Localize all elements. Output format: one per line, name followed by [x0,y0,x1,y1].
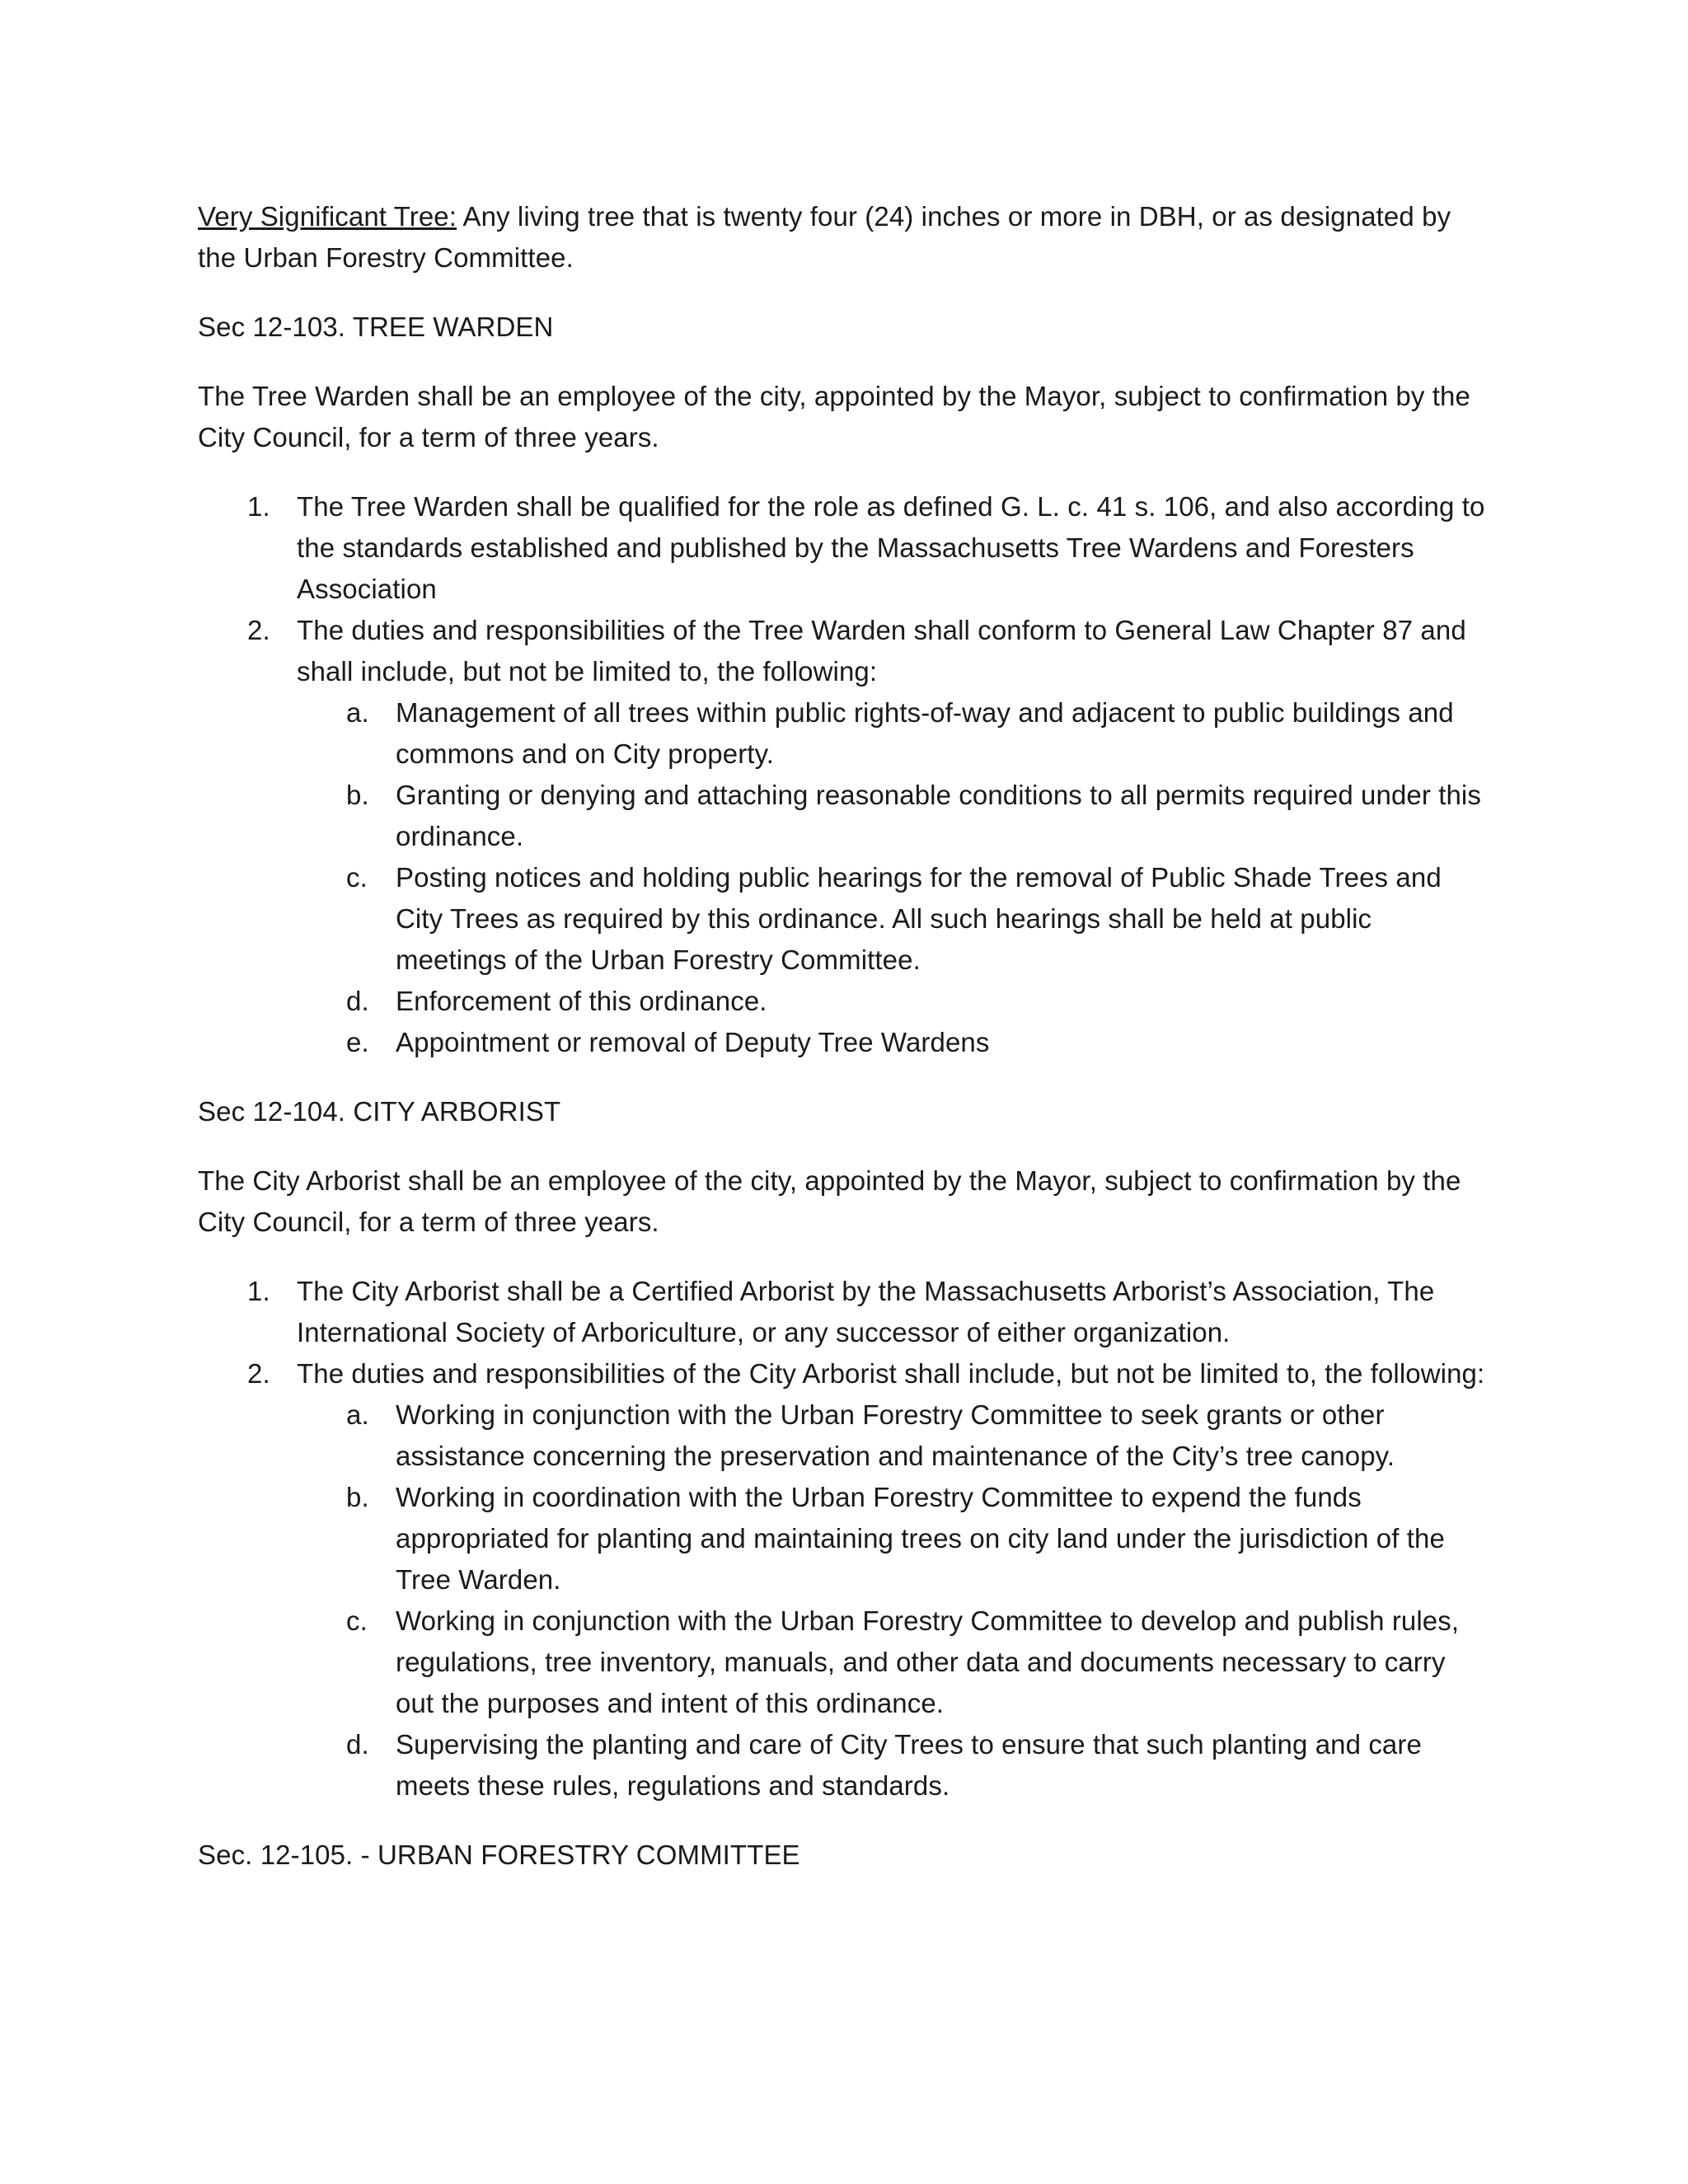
sub-list-item-letter: b. [346,780,369,810]
sub-list-item [297,981,1490,1022]
sub-list-item-letter: d. [346,1729,369,1760]
sub-list-item-text: Supervising the planting and care of City Trees to ensure that such planting and care meets these rules, regulations and standards. [396,1729,1422,1801]
tree-warden-duties-list [297,692,1490,1063]
sub-list-item [297,1394,1490,1477]
sub-list-item [297,1477,1490,1601]
list-item [198,486,1490,610]
sub-list-item [297,775,1490,857]
list-item-number: 1. [247,1276,270,1306]
sub-list-item-letter: c. [346,1605,368,1636]
definition-term: Very Significant Tree: [198,201,457,232]
city-arborist-list [198,1271,1490,1807]
sub-list-item-text: Appointment or removal of Deputy Tree Wardens [396,1027,990,1057]
section-heading-city-arborist: Sec 12-104. CITY ARBORIST [198,1096,561,1127]
sub-list-item-text: Working in conjunction with the Urban Forestry Committee to seek grants or other assistance concerning the preservation and maintenance of the City’s tree canopy. [396,1399,1395,1471]
tree-warden-intro: The Tree Warden shall be an employee of the city, appointed by the Mayor, subject to confirmation by the City Council, for a term of three years. [198,381,1470,452]
tree-warden-list [198,486,1490,1063]
sub-list-item-text: Posting notices and holding public hearings for the removal of Public Shade Trees and City Trees as required by this ordinance. All such hearings shall be held at public meetings of the Urban Forestry Committee. [396,862,1442,975]
sub-list-item-letter: c. [346,862,368,893]
city-arborist-intro: The City Arborist shall be an employee of the city, appointed by the Mayor, subject to confirmation by the City Council, for a term of three years. [198,1165,1461,1237]
sub-list-item-letter: a. [346,697,369,728]
list-item-number: 2. [247,615,270,645]
list-item [198,1353,1490,1807]
section-heading-tree-warden: Sec 12-103. TREE WARDEN [198,312,554,342]
list-item-text: The duties and responsibilities of the Tree Warden shall conform to General Law Chapter 87 and shall include, but not be limited to, the following: [297,615,1466,687]
sub-list-item-text: Enforcement of this ordinance. [396,986,767,1016]
sub-list-item-letter: a. [346,1399,369,1430]
list-item [198,610,1490,1063]
list-item-text: The City Arborist shall be a Certified Arborist by the Massachusetts Arborist’s Association, The International Society of Arboriculture, or any successor of either organization. [297,1276,1435,1347]
sub-list-item-text: Granting or denying and attaching reasonable conditions to all permits required under this ordinance. [396,780,1481,851]
sub-list-item [297,857,1490,981]
sub-list-item-letter: b. [346,1482,369,1512]
list-item-text: The duties and responsibilities of the City Arborist shall include, but not be limited to, the following: [297,1358,1485,1389]
list-item-number: 2. [247,1358,270,1389]
sub-list-item-text: Management of all trees within public rights-of-way and adjacent to public buildings and commons and on City property. [396,697,1454,769]
city-arborist-duties-list [297,1394,1490,1807]
sub-list-item [297,1022,1490,1063]
sub-list-item-text: Working in coordination with the Urban Forestry Committee to expend the funds appropriated for planting and maintaining trees on city land under the jurisdiction of the Tree Warden. [396,1482,1445,1595]
list-item-text: The Tree Warden shall be qualified for the role as defined G. L. c. 41 s. 106, and also according to the standards established and published by the Massachusetts Tree Wardens and Foresters Association [297,491,1485,604]
sub-list-item-text: Working in conjunction with the Urban Forestry Committee to develop and publish rules, regulations, tree inventory, manuals, and other data and documents necessary to carry out the purposes and intent of this ordinance. [396,1605,1460,1718]
list-item [198,1271,1490,1353]
sub-list-item [297,1601,1490,1724]
definition-text: Any living tree that is twenty four (24) inches or more in DBH, or as designated by the Urban Forestry Committee. [198,201,1451,273]
list-item-number: 1. [247,491,270,522]
sub-list-item-letter: e. [346,1027,369,1057]
definition-paragraph [198,196,1490,279]
sub-list-item [297,1724,1490,1807]
section-heading-urban-forestry-committee: Sec. 12-105. - URBAN FORESTRY COMMITTEE [198,1840,800,1870]
sub-list-item [297,692,1490,775]
sub-list-item-letter: d. [346,986,369,1016]
